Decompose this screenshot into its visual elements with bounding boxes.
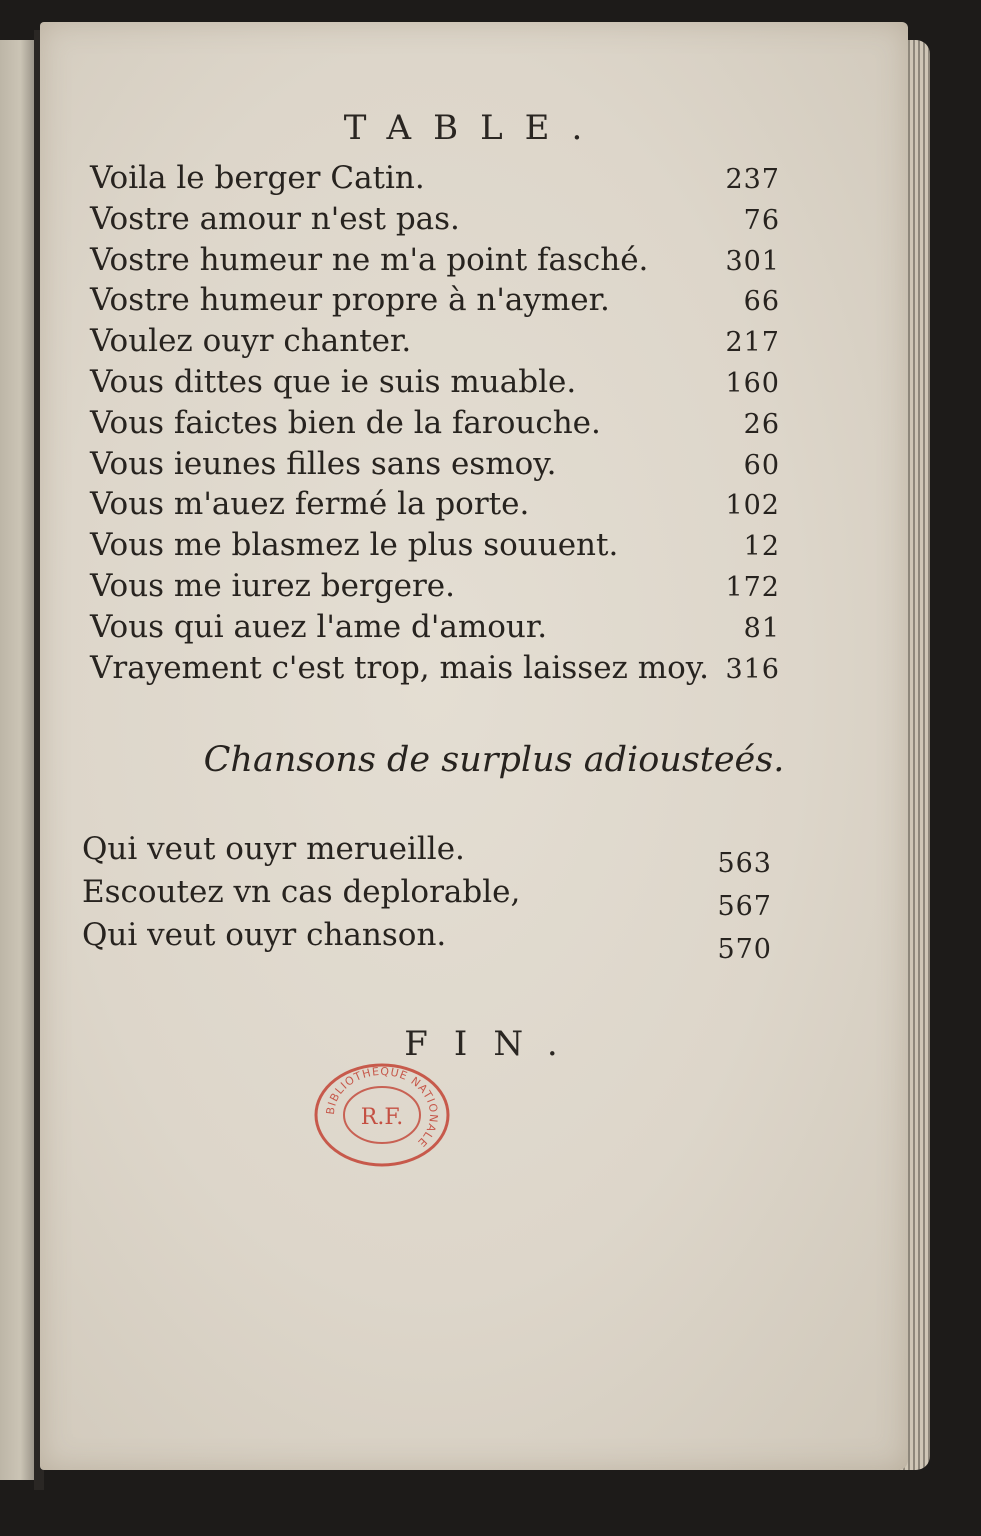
toc-entry xyxy=(90,158,780,199)
additional-songs-list xyxy=(82,828,772,965)
entry-title: Vous m'auez fermé la porte. xyxy=(90,486,530,523)
entry-page-number: 301 xyxy=(725,245,780,277)
entry-title: Vous ieunes filles sans esmoy. xyxy=(90,445,557,482)
toc-entry xyxy=(90,240,780,281)
entry-page-number: 570 xyxy=(717,934,772,965)
entry-page-number: 76 xyxy=(743,204,780,236)
entry-page-number: 567 xyxy=(717,891,772,922)
toc-entry xyxy=(90,648,780,689)
toc-entry xyxy=(90,566,780,607)
entry-title: Vostre humeur ne m'a point fasché. xyxy=(90,241,649,278)
entry-title: Voila le berger Catin. xyxy=(90,160,425,196)
toc-entry xyxy=(90,607,780,648)
toc-entry xyxy=(82,871,772,922)
entry-title: Vostre amour n'est pas. xyxy=(90,200,460,237)
entry-title: Vous dittes que ie suis muable. xyxy=(90,363,577,400)
entry-page-number: 81 xyxy=(743,612,780,644)
toc-entry xyxy=(90,444,780,485)
entry-title: Voulez ouyr chanter. xyxy=(90,323,412,360)
toc-entry xyxy=(90,280,780,321)
toc-entry xyxy=(82,828,772,879)
entry-title: Vous me iurez bergere. xyxy=(90,567,455,604)
entry-title: Vostre humeur propre à n'aymer. xyxy=(90,282,610,319)
section-heading: Chansons de surplus adiousteés. xyxy=(203,740,785,780)
toc-entry xyxy=(90,362,780,403)
toc-entry xyxy=(90,403,780,444)
toc-entry xyxy=(90,321,780,362)
entry-page-number: 563 xyxy=(717,848,772,879)
entry-page-number: 316 xyxy=(725,653,780,685)
page-heading: TABLE. xyxy=(343,108,605,148)
entry-page-number: 160 xyxy=(725,367,780,399)
entry-page-number: 172 xyxy=(725,571,780,603)
entry-title: Vous me blasmez le plus souuent. xyxy=(90,527,619,564)
book-page xyxy=(40,22,908,1470)
toc-entry xyxy=(90,525,780,566)
entry-title: Escoutez vn cas deplorable, xyxy=(82,874,521,910)
entry-page-number: 66 xyxy=(743,286,780,318)
entry-page-number: 26 xyxy=(743,408,780,440)
toc-entry xyxy=(90,199,780,240)
entry-page-number: 102 xyxy=(725,490,780,522)
entry-title: Qui veut ouyr merueille. xyxy=(82,831,465,867)
entry-title: Vous qui auez l'ame d'amour. xyxy=(90,608,548,645)
entry-title: Vrayement c'est trop, mais laissez moy. xyxy=(90,649,710,686)
toc-entry xyxy=(82,914,772,965)
entry-page-number: 12 xyxy=(743,531,780,563)
facing-page-edge xyxy=(0,40,34,1480)
entry-page-number: 217 xyxy=(725,327,780,359)
table-of-contents-list xyxy=(90,158,780,688)
toc-entry xyxy=(90,484,780,525)
library-stamp xyxy=(312,1062,452,1168)
entry-page-number: 237 xyxy=(725,164,780,195)
entry-title: Vous faictes bien de la farouche. xyxy=(90,404,601,441)
entry-page-number: 60 xyxy=(743,449,780,481)
closing-fin: FIN. xyxy=(404,1024,584,1064)
entry-title: Qui veut ouyr chanson. xyxy=(82,917,447,953)
stamp-ring-text: BIBLIOTHEQUE NATIONALE xyxy=(323,1064,441,1150)
stamp-center-text: R.F. xyxy=(360,1105,404,1130)
